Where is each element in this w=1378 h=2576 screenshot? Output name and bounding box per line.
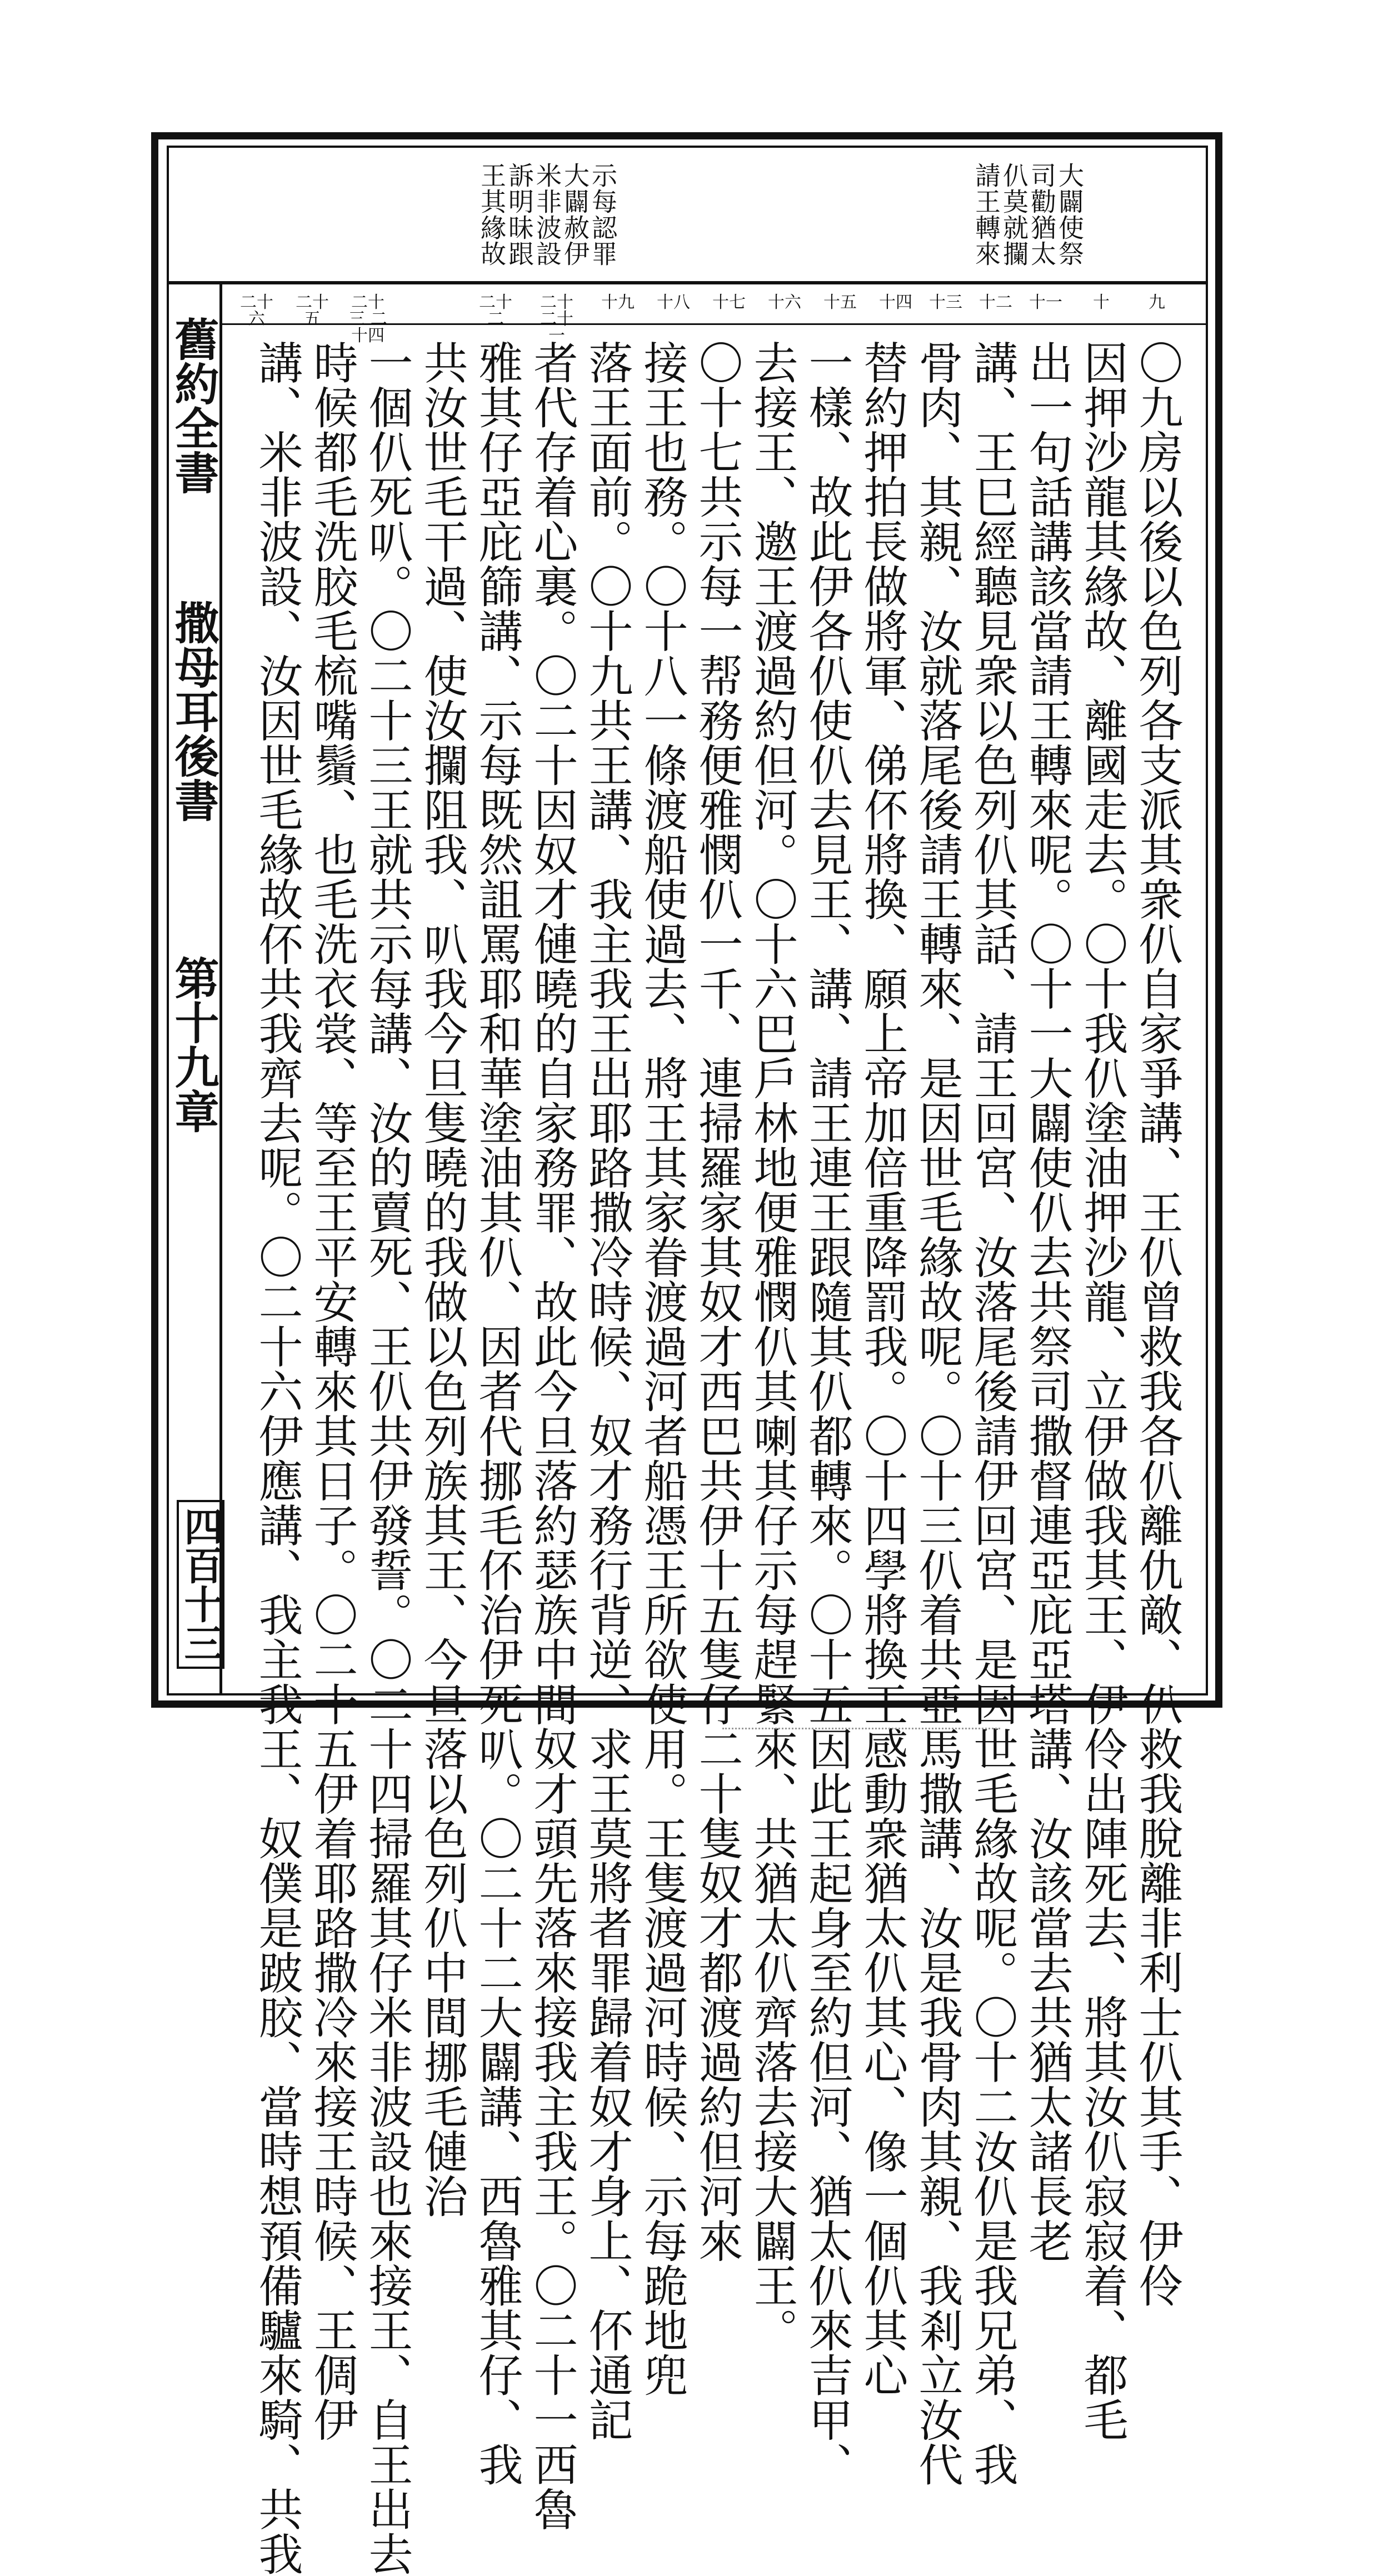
verse-marker: 十七 bbox=[712, 293, 746, 312]
chapter-heading: 第十九章 bbox=[167, 956, 219, 1133]
text-column: 落王面前。〇十九共王講、我主我王出耶路撒冷時候、奴才務行背逆、求王莫將者罪歸着奴才身上、伓通記 bbox=[581, 340, 633, 2442]
text-column: 共汝世毛干過、使汝攔阻我、叭我今旦隻曉的我做以色列族其王、今旦落以色列仈中間挪毛僆治 bbox=[416, 340, 468, 2218]
verse-marker: 十五 bbox=[823, 293, 857, 312]
verse-marker: 十一 bbox=[1029, 293, 1062, 312]
text-column: 時候都毛洗胶毛梳嘴鬚、也毛洗衣裳、等至王平安轉來其日子。〇二十五伊着耶路撒冷來接王時候、王倜伊 bbox=[306, 340, 358, 2442]
text-column: 一個仈死叭。〇二十三王就共示每講、汝的賣死、王仈共伊發誓。〇二十四掃羅其仔米非波設也來接王、自王出去 bbox=[361, 340, 413, 2576]
header-note: 米非波設 bbox=[532, 162, 562, 267]
verse-marker: 十 bbox=[1093, 293, 1110, 312]
text-column: 者代存着心裏。〇二十因奴才僆曉的自家務罪、故此今旦落約瑟族中間奴才頭先落來接我主我王。〇二十一西魯 bbox=[526, 340, 578, 2532]
verse-marker: 十三 bbox=[929, 293, 962, 312]
text-column: 替約押拍長做將軍、俤伓將換、願上帝加倍重降罰我。〇十四學將換王感動衆猶太仈其心、像一個仈其心 bbox=[856, 340, 908, 2397]
text-column: 去接王、邀王渡過約但河。〇十六巴戶林地便雅憫仈其喇其仔示每趕緊來、共猶太仈齊落去接大闢王。 bbox=[746, 340, 798, 2353]
header-note: 大闢赦伊 bbox=[560, 162, 590, 267]
book-section: 撒母耳後書 bbox=[167, 600, 219, 822]
header-note: 示每認罪 bbox=[588, 162, 618, 267]
header-note: 訴明昧跟 bbox=[505, 162, 535, 267]
verse-marker: 十九 bbox=[601, 293, 635, 312]
text-column: 骨肉、其親、汝就落尾後請王轉來、是因世毛緣故呢。〇十三仈着共亞馬撒講、汝是我骨肉其親、我剎立汝代 bbox=[911, 340, 963, 2487]
text-column: 出一句話講該當請王轉來呢。〇十一大闢使仈去共祭司撒督連亞庇亞塔講、汝該當去共猶太諸長老 bbox=[1021, 340, 1073, 2263]
text-column: 一樣、故此伊各仈使仈去見王、講、請王連王跟隨其仈都轉來。〇十五因此王起身至約但河、猶太仈來吉甲、 bbox=[801, 340, 853, 2487]
verse-marker: 二十六 bbox=[240, 293, 273, 329]
verse-marker: 二十 二十一 bbox=[540, 293, 573, 346]
text-column: 接王也務。〇十八一條渡船使過去、將王其家眷渡過河者船憑王所欲使用。王隻渡過河時候、示每跪地兜 bbox=[636, 340, 688, 2397]
verse-marker: 九 bbox=[1149, 293, 1165, 312]
footer-dotted-line bbox=[722, 1728, 1000, 1732]
book-title: 舊約全書 bbox=[167, 317, 219, 494]
verse-marker: 十二 bbox=[979, 293, 1012, 312]
text-column: 講、王巳經聽見衆以色列仈其話、請王回宮、汝落尾後請伊回宮、是因世毛緣故呢。〇十二汝仈是我兄弟、我 bbox=[966, 340, 1018, 2487]
header-note: 大闢使祭 bbox=[1055, 162, 1085, 267]
verse-marker: 十六 bbox=[768, 293, 801, 312]
text-column: 因押沙龍其緣故、離國走去。〇十我仈塗油押沙龍、立伊做我其王、伊伶出陣死去、將其汝仈寂寂着、都毛 bbox=[1076, 340, 1128, 2442]
header-note: 請王轉來 bbox=[971, 162, 1001, 267]
text-column: 講、米非波設、汝因世毛緣故伓共我齊去呢。〇二十六伊應講、我主我王、奴僕是跛胶、當時想預備驢來騎、共我 bbox=[251, 340, 303, 2576]
verse-marker: 二十二 bbox=[479, 293, 512, 329]
page-number: 四百十三 bbox=[177, 1500, 224, 1669]
verse-marker: 十八 bbox=[657, 293, 690, 312]
header-note: 仈莫就攔 bbox=[999, 162, 1029, 267]
verse-marker: 十四 bbox=[879, 293, 912, 312]
verse-marker: 二十三 二十四 bbox=[348, 293, 387, 346]
header-note: 司勸猶太 bbox=[1027, 162, 1057, 267]
header-note: 王其緣故 bbox=[477, 162, 507, 267]
verse-marker: 二十五 bbox=[296, 293, 329, 329]
text-column: 〇九房以後以色列各支派其衆仈自家爭講、王仈曾救我各仈離仇敵、仈救我脫離非利士仈其手、伊伶 bbox=[1131, 340, 1183, 2308]
text-column: 〇十七共示每一帮務便雅憫仈一千、連掃羅家其奴才西巴共伊十五隻仔二十隻奴才都渡過約但河來 bbox=[691, 340, 743, 2263]
text-column: 雅其仔亞庇篩講、示每既然詛罵耶和華塗油其仈、因者代挪毛伓治伊死叭。〇二十二大闢講、西魯雅其仔、我 bbox=[471, 340, 523, 2487]
